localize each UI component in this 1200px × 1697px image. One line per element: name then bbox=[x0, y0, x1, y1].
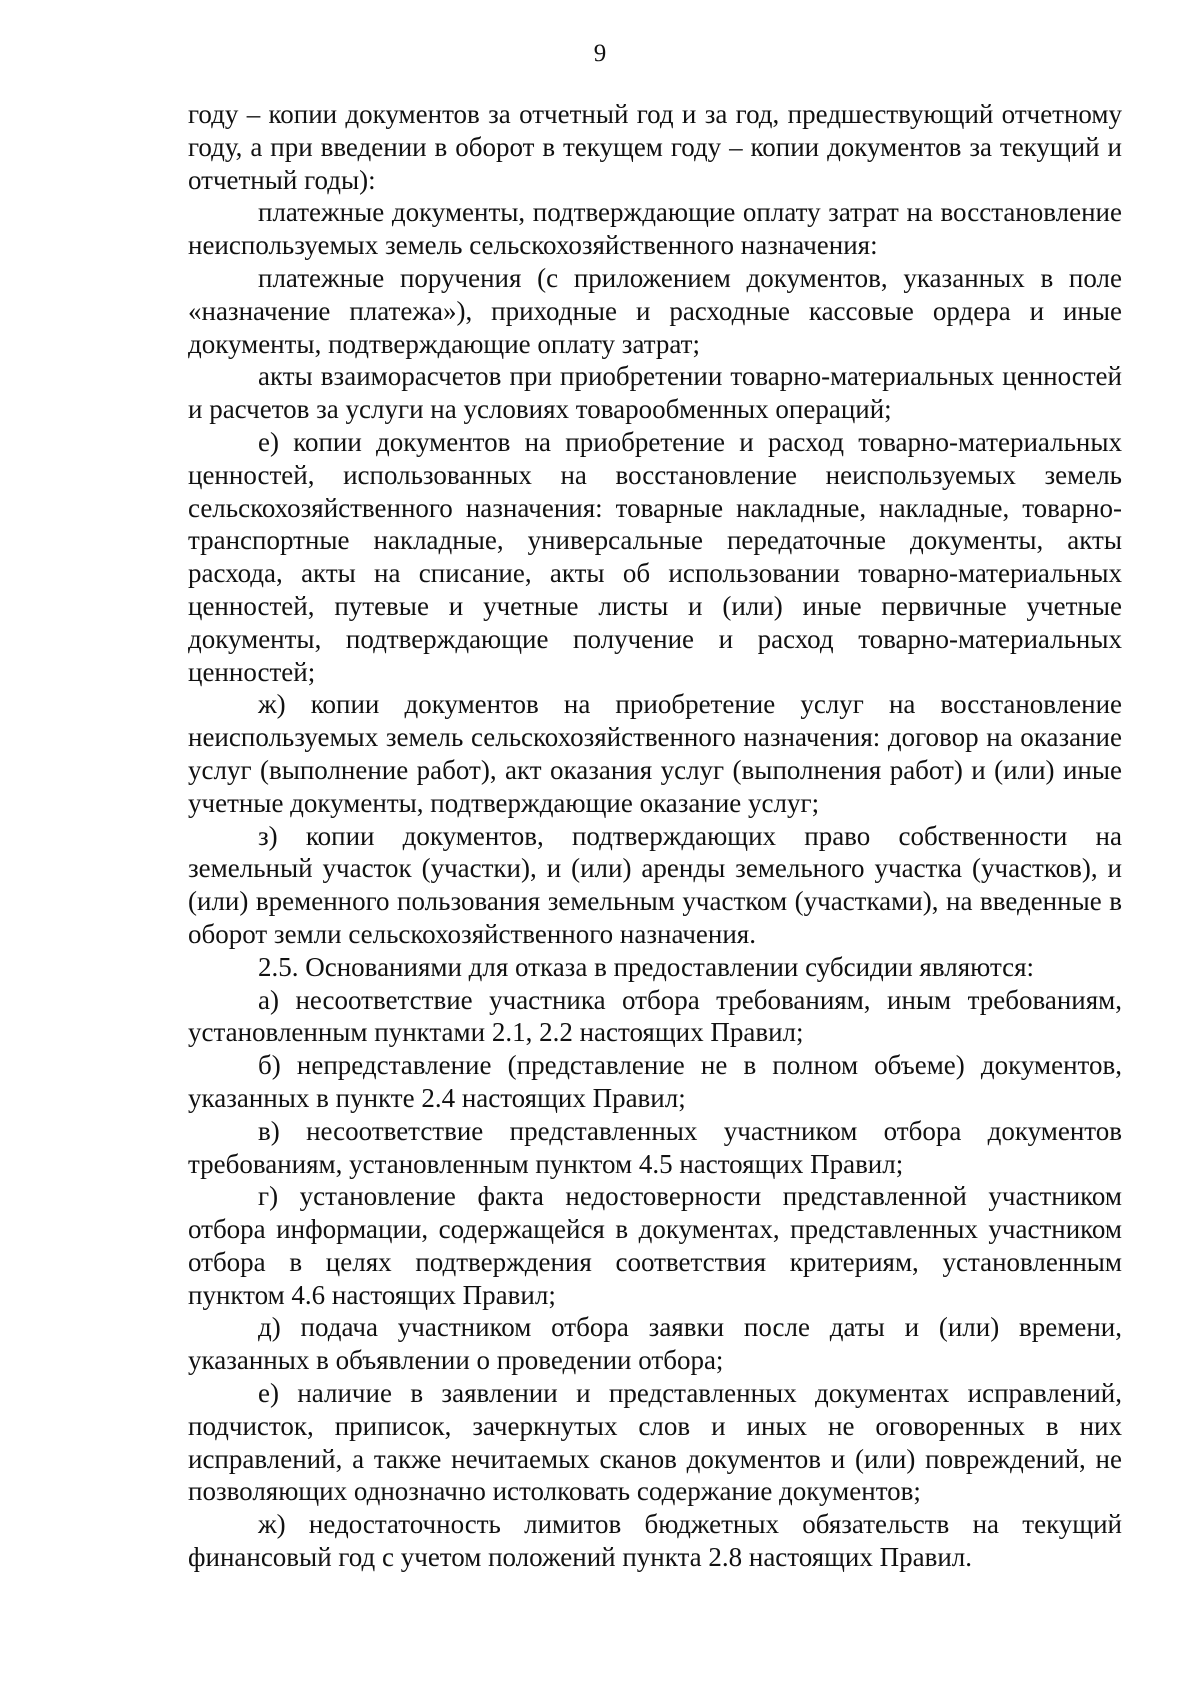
paragraph-section-2-5: 2.5. Основаниями для отказа в предоставлении субсидии являются: bbox=[258, 951, 1034, 982]
paragraph-refusal-b: б) непредставление (представление не в полном объеме) документов, указанных в пункте 2.4 настоящих Правил; bbox=[188, 1050, 1122, 1113]
paragraph-refusal-zh: ж) недостаточность лимитов бюджетных обязательств на текущий финансовый год с учетом положений пункта 2.8 настоящих Правил. bbox=[188, 1509, 1122, 1573]
paragraph-refusal-e: е) наличие в заявлении и представленных документах исправлений, подчисток, приписок, зачеркнутых слов и иных не оговоренных в них исправлений, а также нечитаемых сканов документов и (или) повреждений, не позволяющих однозначно истолковать содержание документов; bbox=[188, 1378, 1122, 1507]
paragraph-refusal-v: в) несоответствие представленных участником отбора документов требованиям, установленным пунктом 4.5 настоящих Правил; bbox=[188, 1115, 1122, 1179]
paragraph-item-e-materials: е) копии документов на приобретение и расход товарно-материальных ценностей, использованных на восстановление неиспользуемых земель сельскохозяйственного назначения: товарные накладные, накладные, товарно-транспортные накладные, универсальные передаточные документы, акты расхода, акты на списание, акты об использовании товарно-материальных ценностей, путевые и учетные листы и (или) иные первичные учетные документы, подтверждающие получение и расход товарно-материальных ценностей; bbox=[188, 426, 1122, 687]
paragraph-settlement-acts: акты взаиморасчетов при приобретении товарно-материальных ценностей и расчетов за услуги на условиях товарообменных операций; bbox=[188, 361, 1122, 425]
paragraph-refusal-g: г) установление факта недостоверности представленной участником отбора информации, содержащейся в документах, представленных участником отбора в целях подтверждения соответствия критериям, установленным пунктом 4.6 настоящих Правил; bbox=[188, 1181, 1122, 1310]
paragraph-payment-orders: платежные поручения (с приложением документов, указанных в поле «назначение платежа»), приходные и расходные кассовые ордера и иные документы, подтверждающие оплату затрат; bbox=[188, 262, 1122, 359]
page-number: 9 bbox=[593, 40, 607, 67]
document-body bbox=[188, 98, 1122, 1574]
paragraph-continuation: году – копии документов за отчетный год и за год, предшествующий отчетному году, а при введении в оборот в текущем году – копии документов за текущий и отчетный годы): bbox=[188, 99, 1122, 195]
paragraph-payment-documents: платежные документы, подтверждающие оплату затрат на восстановление неиспользуемых земель сельскохозяйственного назначения: bbox=[188, 197, 1122, 261]
paragraph-refusal-d: д) подача участником отбора заявки после даты и (или) времени, указанных в объявлении о проведении отбора; bbox=[188, 1312, 1122, 1376]
paragraph-item-z-land-rights: з) копии документов, подтверждающих право собственности на земельный участок (участки), и (или) аренды земельного участка (участков), и (или) временного пользования земельным участком (участками), на введенные в оборот земли сельскохозяйственного назначения. bbox=[188, 820, 1122, 949]
paragraph-refusal-a: а) несоответствие участника отбора требованиям, иным требованиям, установленным пунктами 2.1, 2.2 настоящих Правил; bbox=[188, 984, 1122, 1048]
paragraph-item-zh-services: ж) копии документов на приобретение услуг на восстановление неиспользуемых земель сельскохозяйственного назначения: договор на оказание услуг (выполнение работ), акт оказания услуг (выполнения работ) и (или) иные учетные документы, подтверждающие оказание услуг; bbox=[188, 689, 1122, 818]
